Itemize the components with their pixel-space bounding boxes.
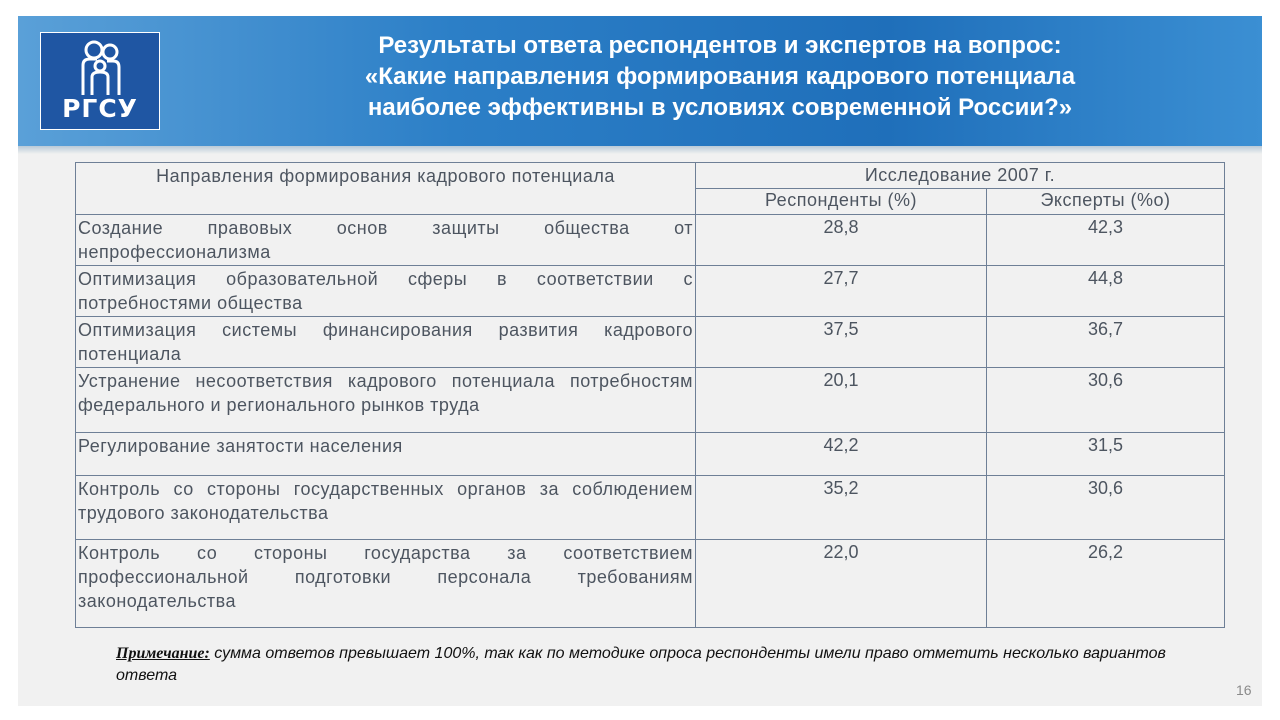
experts-cell: 30,6 <box>987 476 1225 540</box>
respondents-cell: 20,1 <box>696 368 987 433</box>
table-header-row <box>76 163 1225 189</box>
direction-cell: Устранение несоответствия кадрового потенциала потребностям федерального и регионального рынков труда <box>76 368 696 433</box>
header-study: Исследование 2007 г. <box>696 163 1225 189</box>
table-row <box>76 540 1225 628</box>
page-number: 16 <box>1236 682 1252 698</box>
direction-cell: Создание правовых основ защиты общества от непрофессионализма <box>76 215 696 266</box>
direction-cell: Оптимизация образовательной сферы в соответствии с потребностями общества <box>76 266 696 317</box>
direction-cell: Оптимизация системы финансирования развития кадрового потенциала <box>76 317 696 368</box>
respondents-cell: 27,7 <box>696 266 987 317</box>
title-line: наиболее эффективны в условиях современной России?» <box>367 94 1073 121</box>
header-shadow <box>18 146 1262 154</box>
respondents-cell: 22,0 <box>696 540 987 628</box>
header-respondents: Респонденты (%) <box>696 189 987 215</box>
experts-cell: 42,3 <box>987 215 1225 266</box>
family-figures-icon <box>77 39 125 97</box>
respondents-cell: 37,5 <box>696 317 987 368</box>
header-direction: Направления формирования кадрового потенциала <box>76 163 696 215</box>
table-row <box>76 266 1225 317</box>
respondents-cell: 42,2 <box>696 433 987 476</box>
footnote-label: Примечание: <box>116 645 210 662</box>
footnote-text: сумма ответов превышает 100%, так как по методике опроса респонденты имели право отметить несколько вариантов ответа <box>116 645 1166 684</box>
title-line: Результаты ответа респондентов и экспертов на вопрос: <box>378 32 1062 59</box>
experts-cell: 44,8 <box>987 266 1225 317</box>
slide-title <box>280 30 1160 123</box>
table-row <box>76 476 1225 540</box>
direction-cell: Контроль со стороны государственных органов за соблюдением трудового законодательства <box>76 476 696 540</box>
title-line: «Какие направления формирования кадрового потенциала <box>364 63 1076 90</box>
university-logo <box>40 32 160 130</box>
results-table <box>75 162 1225 628</box>
table-row <box>76 215 1225 266</box>
respondents-cell: 35,2 <box>696 476 987 540</box>
respondents-cell: 28,8 <box>696 215 987 266</box>
table-row <box>76 368 1225 433</box>
direction-cell: Регулирование занятости населения <box>76 433 696 476</box>
direction-cell: Контроль со стороны государства за соответствием профессиональной подготовки персонала требованиям законодательства <box>76 540 696 628</box>
experts-cell: 30,6 <box>987 368 1225 433</box>
footnote <box>116 643 1166 687</box>
experts-cell: 31,5 <box>987 433 1225 476</box>
header-experts: Эксперты (%о) <box>987 189 1225 215</box>
experts-cell: 36,7 <box>987 317 1225 368</box>
logo-text: РГСУ <box>62 94 138 123</box>
table-row <box>76 433 1225 476</box>
table-row <box>76 317 1225 368</box>
experts-cell: 26,2 <box>987 540 1225 628</box>
